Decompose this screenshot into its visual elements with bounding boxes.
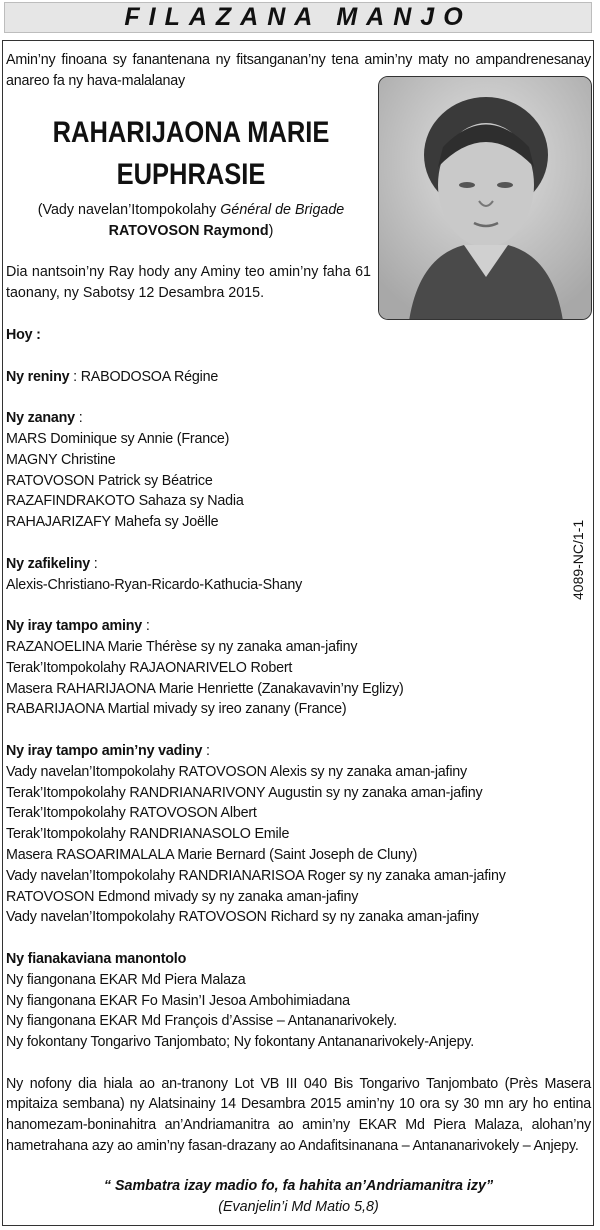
spouse-line [6,200,376,242]
list-item: RAHAJARIZAFY Mahefa sy Joëlle [6,514,219,531]
list-item: Vady navelan’Itompokolahy RATOVOSON Alexis sy ny zanaka aman-jafiny [6,763,468,780]
list-item: Vady navelan’Itompokolahy RANDRIANARISOA Roger sy ny zanaka aman-jafiny [6,867,506,884]
siblings-label: Ny iray tampo aminy [6,618,143,635]
portrait-image [379,77,592,320]
list-item: Masera RASOARIMALALA Marie Bernard (Saint Joseph de Cluny) [6,846,418,863]
siblings-heading [6,616,591,637]
list-item: Ny fiangonana EKAR Md François d’Assise – Antananarivokely. [6,1013,397,1030]
quote-source: (Evanjelin’i Md Matio 5,8) [218,1198,379,1215]
mother-label: Ny reniny [6,368,70,385]
reference-code: 4089-NC/1-1 [570,519,586,600]
hoy-heading: Hoy : [6,327,41,343]
deceased-name-line2: EUPHRASIE [116,158,266,191]
bible-quote [6,1176,591,1218]
list-item: MARS Dominique sy Annie (France) [6,430,230,447]
list-item: Terak’Itompokolahy RATOVOSON Albert [6,805,257,822]
list-item: Ny fiangonana EKAR Md Piera Malaza [6,971,246,988]
husband-siblings-sep: : [202,742,210,759]
siblings-sep: : [142,618,150,635]
quote-text: “ Sambatra izay madio fo, fa hahita an’Andriamanitra izy” [103,1178,494,1194]
list-item: Alexis-Christiano-Ryan-Ricardo-Kathucia-Shany [6,576,303,593]
list-item: Vady navelan’Itompokolahy RATOVOSON Richard sy ny zanaka aman-jafiny [6,909,479,926]
family-list [6,325,591,1157]
list-item: Terak’Itompokolahy RAJAONARIVELO Robert [6,659,293,676]
spouse-rank: Général de Brigade [220,202,345,218]
grandchildren-label: Ny zafikeliny [6,555,91,572]
list-item: RAZANOELINA Marie Thérèse sy ny zanaka aman-jafiny [6,638,358,655]
intro-text: Amin’ny finoana sy fanantenana ny fitsanganan’ny tena amin’ny maty no ampandrenesanay anareo fa ny hava-malalanay [6,52,591,89]
portrait-photo [378,76,592,320]
list-item: Terak’Itompokolahy RANDRIANARIVONY Augustin sy ny zanaka aman-jafiny [6,784,483,801]
grandchildren-heading [6,554,591,575]
spouse-name: RATOVOSON Raymond [108,222,269,239]
list-item: RATOVOSON Patrick sy Béatrice [6,472,213,489]
children-heading [6,408,591,429]
spouse-suffix: ) [268,222,274,239]
page-title: FILAZANA MANJO [4,2,592,33]
list-item: Terak’Itompokolahy RANDRIANASOLO Emile [6,826,290,843]
spiritual-family-heading: Ny fianakaviana manontolo [6,950,187,967]
deceased-name-line1: RAHARIJAONA MARIE [52,116,330,149]
list-item: RAZAFINDRAKOTO Sahaza sy Nadia [6,493,244,510]
list-item: Ny fiangonana EKAR Fo Masin’I Jesoa Ambohimiadana [6,992,350,1009]
death-notice: Dia nantsoin’ny Ray hody any Aminy teo amin’ny faha 61 taonany, ny Sabotsy 12 Desambra 2015. [6,264,371,301]
husband-siblings-heading [6,741,591,762]
list-item: Masera RAHARIJAONA Marie Henriette (Zanakavavin’ny Eglizy) [6,680,404,697]
husband-siblings-label: Ny iray tampo amin’ny vadiny [6,742,203,759]
deceased-name [34,112,349,196]
spouse-prefix: (Vady navelan’Itompokolahy [37,202,221,218]
mother-line [6,367,591,388]
list-item: RABARIJAONA Martial mivady sy ireo zanany (France) [6,701,347,718]
mother-sep: : [69,368,81,385]
children-label: Ny zanany [6,410,75,427]
children-sep: : [74,410,83,427]
mother-value: RABODOSOA Régine [80,368,219,385]
list-item: RATOVOSON Edmond mivady sy ny zanaka aman-jafiny [6,888,359,905]
list-item: Ny fokontany Tongarivo Tanjombato; Ny fokontany Antananarivokely-Anjepy. [6,1034,475,1051]
grandchildren-sep: : [90,555,98,572]
funeral-text: Ny nofony dia hiala ao an-tranony Lot VB III 040 Bis Tongarivo Tanjombato (Près Masera mpitaiza sembana) ny Alatsinainy 14 Desambra 2015 amin’ny 10 ora sy 30 mn ary ho entina hanomezam-boninahitra an’Andriamanitra ao amin’ny EKAR Md Piera Malaza, alohan’ny hametrahana azy ao amin’ny fasan-drazany ao Andafitsinanana – Antananarivokely – Anjepy. [6,1075,591,1155]
list-item: MAGNY Christine [6,451,116,468]
